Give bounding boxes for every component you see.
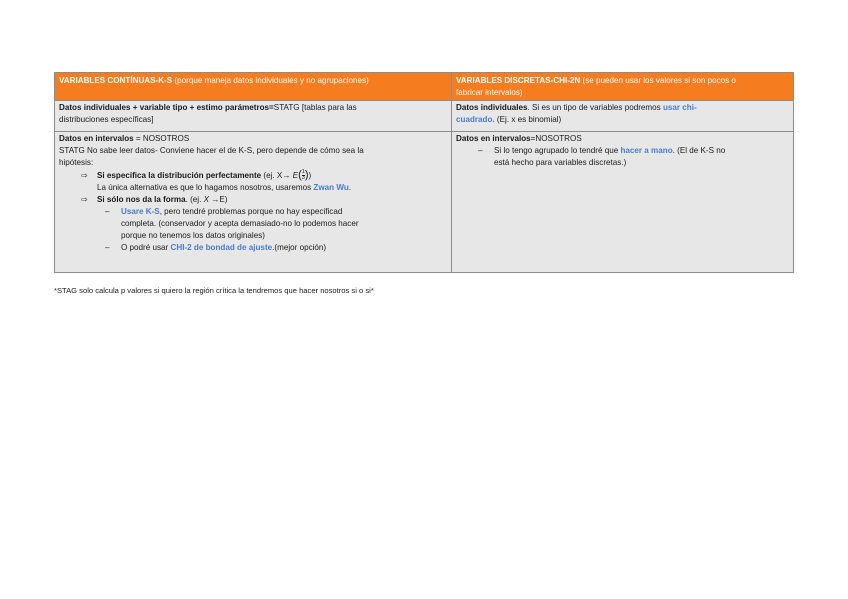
individual-discrete-cell xyxy=(452,101,794,132)
usare-ks-link[interactable]: Usare K-S xyxy=(121,207,160,216)
header-discrete-note-l1: (se pueden usar los valores si son pocos o xyxy=(580,76,736,85)
table-row-individual-data xyxy=(55,101,794,132)
bullet-only-form-bold: Si sólo nos da la forma xyxy=(97,195,186,204)
arrow-bullet-icon: ⇨ xyxy=(81,171,88,180)
dash-bullet-icon: – xyxy=(105,207,110,216)
individual-discrete-text: . Si es un tipo de variables podremos xyxy=(527,103,663,112)
sub-bullet-chi2: – O podré usar CHI-2 de bondad de ajuste.(mejor opción) xyxy=(105,243,327,252)
statg-paragraph-l2: hipótesis: xyxy=(59,158,94,167)
header-continuous-note: (porque maneja datos individuales y no agrupaciones) xyxy=(172,76,369,85)
sub-bullet-use-ks-l2: completa. (conservador y acepta demasiado-no lo podemos hacer xyxy=(121,219,359,228)
math-fraction: $\frac{1}{3}$ xyxy=(301,168,305,182)
interval-continuous-title-rest: = NOSOTROS xyxy=(133,134,190,143)
individual-continuous-cell xyxy=(55,101,452,132)
usar-chi-cuadrado-link[interactable]: usar chi- xyxy=(662,103,697,112)
header-discrete-title: VARIABLES DISCRETAS-CHI-2N xyxy=(456,76,581,85)
dash-bullet-icon: – xyxy=(105,243,110,252)
math-e-symbol: E xyxy=(292,171,299,180)
math-x-symbol: X xyxy=(203,195,210,204)
header-discrete-cell xyxy=(452,73,794,101)
comparison-table xyxy=(54,72,794,273)
bullet-specifies-distribution: ⇨ Si especifica la distribución perfectamente (ej. X→ E( $\frac{1}{3}$ )) xyxy=(81,168,312,182)
bullet-specifies-detail: La única alternativa es que lo hagamos nosotros, usaremos Zwan Wu. xyxy=(97,183,352,192)
table-header-row xyxy=(55,73,794,101)
individual-continuous-text: STATG [tablas para las xyxy=(273,103,357,112)
sub-bullet-use-ks: – Usare K-S, pero tendré problemas porque no hay especificad xyxy=(105,207,343,216)
individual-discrete-example: (Ej. x es binomial) xyxy=(494,115,562,124)
statg-paragraph-l1: STATG No sabe leer datos- Conviene hacer el de K-S, pero depende de cómo sea la xyxy=(59,146,364,155)
dash-bullet-icon: – xyxy=(478,146,483,155)
sub-bullet-use-ks-l3: porque no tenemos los datos originales) xyxy=(121,231,265,240)
bullet-specifies-bold: Si especifica la distribución perfectamente xyxy=(97,171,262,180)
interval-discrete-cell xyxy=(452,132,794,273)
individual-continuous-text-l2: distribuciones específicas] xyxy=(59,115,154,124)
individual-discrete-bold: Datos individuales xyxy=(456,103,528,112)
hacer-a-mano-link[interactable]: hacer a mano xyxy=(620,146,673,155)
table-row-interval-data xyxy=(55,132,794,273)
zwan-wu-link[interactable]: Zwan Wu xyxy=(313,183,349,192)
bullet-only-form: ⇨ Si sólo nos da la forma. (ej. X →E) xyxy=(81,195,228,204)
individual-continuous-bold: Datos individuales + variable tipo + estimo parámetros= xyxy=(59,103,274,112)
bullet-specifies-close: ) xyxy=(308,171,312,180)
footnote: *STAG solo calcula p valores si quiero la región crítica la tendremos que hacer nosotros si o si* xyxy=(54,286,374,295)
bullet-specifies-example: (ej. X→ xyxy=(261,171,293,180)
interval-continuous-title: Datos en intervalos xyxy=(59,134,134,143)
sub-bullet-grouped-l2: está hecho para variables discretas.) xyxy=(494,158,627,167)
interval-discrete-title: Datos en intervalos xyxy=(456,134,531,143)
chi2-bondad-ajuste-link[interactable]: CHI-2 de bondad de ajuste xyxy=(170,243,273,252)
interval-discrete-title-rest: =NOSOTROS xyxy=(530,134,582,143)
arrow-bullet-icon: ⇨ xyxy=(81,195,88,204)
header-discrete-note-l2: fabricar intervalos) xyxy=(456,88,523,97)
sub-bullet-grouped: – Si lo tengo agrupado lo tendré que hacer a mano. (El de K-S no xyxy=(478,146,726,155)
interval-continuous-cell xyxy=(55,132,452,273)
usar-chi-cuadrado-link-cont[interactable]: cuadrado. xyxy=(456,115,495,124)
header-continuous-title: VARIABLES CONTÍNUAS-K-S xyxy=(59,76,173,85)
header-continuous-cell xyxy=(55,73,452,101)
